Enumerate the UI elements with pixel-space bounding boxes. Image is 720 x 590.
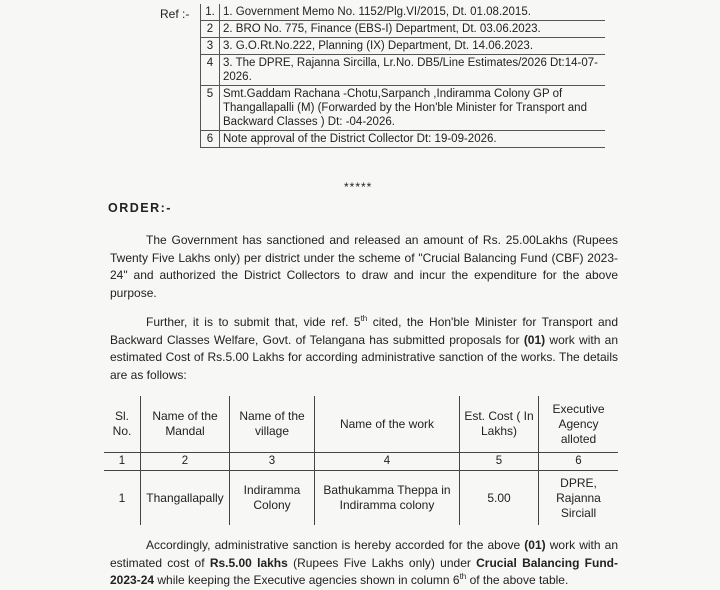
reference-table <box>200 4 605 148</box>
paragraph-text: work with an estimated Cost of Rs.5.00 Lakhs for according administrative sanction of the works. The details are as follows: <box>110 332 618 382</box>
paragraph-text: The Government has sanctioned and released an amount of Rs. 25.00Lakhs (Rupees Twenty Five Lakhs only) per district under the scheme of "Crucial Balancing Fund (CBF) 2023-24" and authorized the District Collectors to draw and incur the expenditure for the above purpose. <box>110 233 618 300</box>
paragraph-text: cited, the Hon'ble Minister for Transport and Backward Classes Welfare, Govt. of Telangana has submitted proposals for <box>110 315 618 347</box>
bold-text: (01) <box>523 332 546 347</box>
cell-est-cost: 5.00 <box>460 471 539 526</box>
reference-text: 2. BRO No. 775, Finance (EBS-I) Department, Dt. 03.06.2023. <box>220 21 606 38</box>
paragraph-proposal <box>110 314 618 384</box>
header-mandal: Name of the Mandal <box>141 396 230 453</box>
header-sl-no: Sl. No. <box>104 396 141 453</box>
cell-executive-agency: DPRE, Rajanna Sirciall <box>539 471 619 526</box>
superscript: th <box>360 314 368 323</box>
reference-row <box>201 4 606 21</box>
reference-row <box>201 131 606 148</box>
reference-text: Smt.Gaddam Rachana -Chotu,Sarpanch ,Indiramma Colony GP of Thangallapalli (M) (Forwarded by the Hon'ble Minister for Transport and Backward Classes ) Dt: -04-2026. <box>220 86 606 131</box>
paragraph-text: Further, it is to submit that, vide ref. 5 <box>146 315 361 329</box>
paragraph-text: Accordingly, administrative sanction is hereby accorded for the above <box>146 538 525 552</box>
index-cell: 5 <box>460 453 539 471</box>
reference-number: 3 <box>201 38 220 55</box>
separator-stars: ***** <box>344 180 373 194</box>
index-cell: 2 <box>141 453 230 471</box>
reference-number: 5 <box>201 86 220 131</box>
bold-text: Crucial Balancing Fund- 2023-24 <box>110 555 618 587</box>
table-index-row <box>104 453 618 471</box>
reference-text: 3. G.O.Rt.No.222, Planning (IX) Department, Dt. 14.06.2023. <box>220 38 606 55</box>
reference-number: 2 <box>201 21 220 38</box>
reference-text: Note approval of the District Collector Dt: 19-09-2026. <box>220 131 606 148</box>
reference-text: 3. The DPRE, Rajanna Sircilla, Lr.No. DB5/Line Estimates/2026 Dt:14-07-2026. <box>220 55 606 86</box>
table-row <box>104 471 618 526</box>
superscript: th <box>459 572 467 581</box>
header-est-cost: Est. Cost ( In Lakhs) <box>460 396 539 453</box>
paragraph-text: while keeping the Executive agencies shown in column 6 <box>154 573 460 587</box>
paragraph-sanction <box>110 232 618 302</box>
cell-work: Bathukamma Theppa in Indiramma colony <box>315 471 460 526</box>
reference-row <box>201 38 606 55</box>
index-cell: 1 <box>104 453 141 471</box>
works-table <box>104 396 618 525</box>
cell-sl-no: 1 <box>104 471 141 526</box>
index-cell: 4 <box>315 453 460 471</box>
header-village: Name of the village <box>230 396 315 453</box>
reference-number: 4 <box>201 55 220 86</box>
index-cell: 3 <box>230 453 315 471</box>
order-heading: ORDER:- <box>108 201 172 215</box>
paragraph-text: (Rupees Five Lakhs only) under <box>287 555 477 570</box>
reference-row <box>201 55 606 86</box>
reference-number: 1. <box>201 4 220 21</box>
cell-mandal: Thangallapally <box>141 471 230 526</box>
bold-text: Rs.5.00 lakhs <box>209 555 288 570</box>
reference-row <box>201 86 606 131</box>
index-cell: 6 <box>539 453 619 471</box>
bold-text: (01) <box>524 538 546 552</box>
reference-label: Ref :- <box>160 7 190 21</box>
reference-text: 1. Government Memo No. 1152/Plg.VI/2015, Dt. 01.08.2015. <box>220 4 606 21</box>
paragraph-text: of the above table. <box>466 573 569 587</box>
header-work: Name of the work <box>315 396 460 453</box>
paragraph-accorded <box>110 537 618 590</box>
reference-number: 6 <box>201 131 220 148</box>
table-header-row <box>104 396 618 453</box>
cell-village: Indiramma Colony <box>230 471 315 526</box>
header-executive-agency: Executive Agency alloted <box>539 396 619 453</box>
paragraph-text: work with an estimated cost of <box>110 538 618 570</box>
reference-row <box>201 21 606 38</box>
